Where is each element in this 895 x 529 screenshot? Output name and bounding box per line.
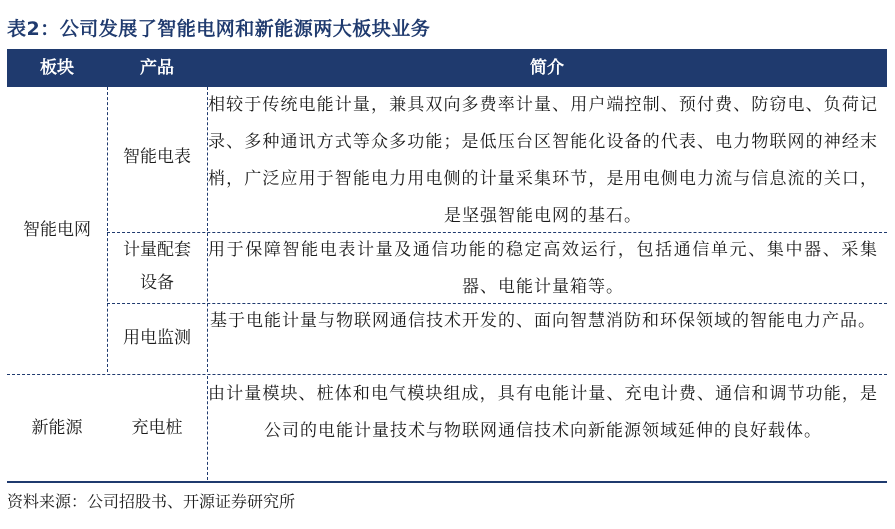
desc-smart-meter: 相较于传统电能计量，兼具双向多费率计量、用户端控制、预付费、防窃电、负荷记录、多种通讯方式等众多功能；是低压台区智能化设备的代表、电力物联网的神经末梢，广泛应用于智能电力用电侧的计量采集环节，是用电侧电力流与信息流的关口，是坚强智能电网的基石。 — [208, 95, 878, 226]
section-divider — [7, 374, 887, 375]
segment-smart-grid: 智能电网 — [23, 220, 91, 240]
table-bottom-border — [7, 481, 887, 483]
desc-charging-pile: 由计量模块、桩体和电气模块组成，具有电能计量、充电计费、通信和调节功能，是公司的电能计量技术与物联网通信技术向新能源领域延伸的良好载体。 — [208, 384, 878, 441]
product-metering-support-line2: 设备 — [140, 273, 174, 293]
header-description: 简介 — [530, 58, 564, 78]
product-metering-support-line1: 计量配套 — [123, 240, 191, 260]
product-power-monitor: 用电监测 — [123, 328, 191, 348]
table-header — [7, 49, 887, 87]
product-smart-meter: 智能电表 — [123, 147, 191, 167]
header-product: 产品 — [140, 58, 174, 78]
desc-metering-support: 用于保障智能电表计量及通信功能的稳定高效运行，包括通信单元、集中器、采集器、电能计量箱等。 — [208, 240, 878, 297]
product-charging-pile: 充电桩 — [131, 418, 183, 438]
source-note: 资料来源：公司招股书、开源证券研究所 — [7, 492, 296, 511]
segment-new-energy: 新能源 — [31, 418, 83, 438]
table-title: 表2：公司发展了智能电网和新能源两大板块业务 — [7, 18, 431, 40]
desc-power-monitor: 基于电能计量与物联网通信技术开发的、面向智慧消防和环保领域的智能电力产品。 — [210, 311, 876, 331]
header-segment: 板块 — [40, 58, 74, 78]
